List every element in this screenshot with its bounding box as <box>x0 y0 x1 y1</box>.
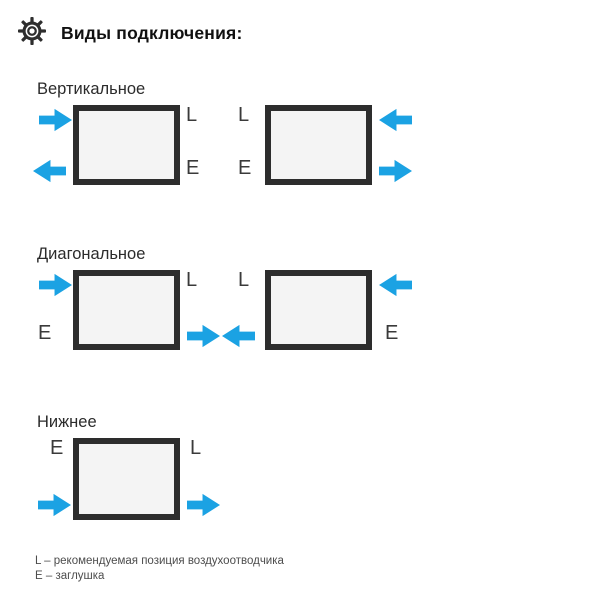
radiator-box <box>265 270 372 350</box>
flow-in-arrow-right-icon <box>38 493 71 517</box>
section-label-bottom: Нижнее <box>37 413 97 431</box>
flow-in-arrow-left-icon <box>379 108 412 132</box>
plug-label: E <box>238 157 252 179</box>
page-title: Виды подключения: <box>61 23 243 43</box>
vent-position-label: L <box>186 104 198 126</box>
vent-position-label: L <box>238 104 250 126</box>
flow-out-arrow-left-icon <box>33 159 66 183</box>
legend-plug-line: E – заглушка <box>35 570 105 582</box>
plug-label: E <box>186 157 200 179</box>
radiator-box <box>73 105 180 185</box>
flow-in-arrow-right-icon <box>39 108 72 132</box>
radiator-box <box>73 438 180 520</box>
section-label-vertical: Вертикальное <box>37 80 146 98</box>
vent-position-label: L <box>190 437 202 459</box>
flow-out-arrow-right-icon <box>379 159 412 183</box>
radiator-box <box>265 105 372 185</box>
plug-label: E <box>38 322 52 344</box>
vent-position-label: L <box>186 269 198 291</box>
plug-label: E <box>50 437 64 459</box>
gear-icon <box>17 16 47 46</box>
legend-vent-line: L – рекомендуемая позиция воздухоотводчика <box>35 555 284 567</box>
radiator-box <box>73 270 180 350</box>
flow-out-arrow-right-icon <box>187 493 220 517</box>
section-label-diagonal: Диагональное <box>37 245 146 263</box>
plug-label: E <box>385 322 399 344</box>
flow-in-arrow-right-icon <box>39 273 72 297</box>
vent-position-label: L <box>238 269 250 291</box>
flow-out-arrow-right-icon <box>187 324 220 348</box>
flow-in-arrow-left-icon <box>379 273 412 297</box>
flow-out-arrow-left-icon <box>222 324 255 348</box>
